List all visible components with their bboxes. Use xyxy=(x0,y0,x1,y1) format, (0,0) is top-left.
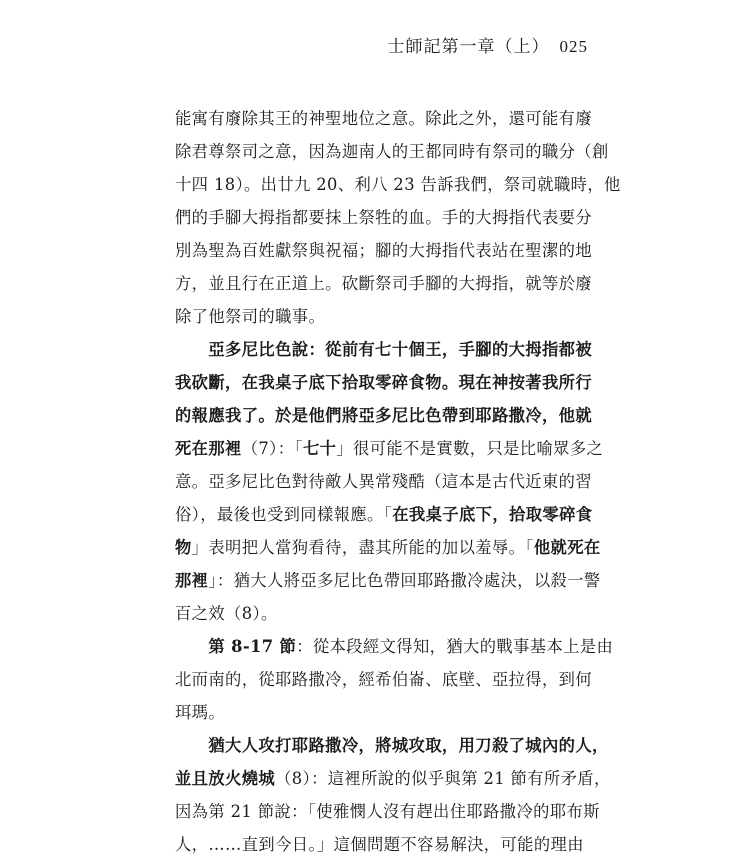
bold-text-run: 第 8-17 節 xyxy=(175,637,297,656)
text-line xyxy=(175,663,593,696)
bold-text-run: 他就死在 xyxy=(533,538,601,557)
bold-text-run: 的報應我了。於是他們將亞多尼比色帶到耶路撒冷，他就 xyxy=(175,406,593,425)
bold-text-run: 我砍斷，在我桌子底下拾取零碎食物。現在神按著我所行 xyxy=(175,373,593,392)
body-text xyxy=(175,102,621,861)
bold-text-run: 七十 xyxy=(302,439,337,458)
text-run: 別為聖為百姓獻祭與祝福；腳的大拇指代表站在聖潔的地 xyxy=(175,241,593,260)
text-line xyxy=(175,234,593,267)
text-line xyxy=(175,267,593,300)
text-line xyxy=(175,630,614,663)
bold-text-run: 那裡 xyxy=(175,571,209,590)
text-line xyxy=(175,729,609,762)
running-header xyxy=(388,32,589,57)
bold-text-run: 死在那裡 xyxy=(175,439,242,458)
text-line xyxy=(175,762,611,795)
bold-text-run: 並且放火燒城 xyxy=(175,769,276,788)
text-run: 俗），最後也受到同樣報應。「 xyxy=(175,505,393,524)
text-run: 」很可能不是實數，只是比喻眾多之 xyxy=(336,439,604,458)
text-line xyxy=(175,531,601,564)
text-run: 方，並且行在正道上。砍斷祭司手腳的大拇指，就等於廢 xyxy=(175,274,593,293)
text-run: （7）：「 xyxy=(241,439,303,458)
page-number: 025 xyxy=(559,37,588,56)
text-line xyxy=(175,168,621,201)
text-line xyxy=(175,135,609,168)
bold-text-run: 亞多尼比色說：從前有七十個王，手腳的大拇指都被 xyxy=(175,340,593,359)
text-run: ：從本段經文得知，猶大的戰事基本上是由 xyxy=(296,637,614,656)
chapter-title: 士師記第一章（上） xyxy=(387,37,550,57)
text-run: 」：猶大人將亞多尼比色帶回耶路撒冷處決，以殺一警 xyxy=(208,571,601,590)
text-run: 珥瑪。 xyxy=(175,703,226,722)
text-line xyxy=(175,102,593,135)
text-line xyxy=(175,597,585,630)
text-run: 十四 18）。出廿九 20、利八 23 告訴我們，祭司就職時，他 xyxy=(175,175,621,194)
text-run: 百之效（8）。 xyxy=(175,604,278,623)
text-run: 因為第 21 節說：「使雅憫人沒有趕出住耶路撒冷的耶布斯 xyxy=(175,802,600,821)
bold-text-run: 物 xyxy=(175,538,192,557)
text-run: （8）：這裡所說的似乎與第 21 節有所矛盾， xyxy=(275,769,611,788)
text-run: 除君尊祭司之意，因為迦南人的王都同時有祭司的職分（創 xyxy=(175,142,609,161)
text-run: 人，……直到今日。」這個問題不容易解決，可能的理由 xyxy=(175,835,584,854)
text-line xyxy=(175,795,600,828)
text-line xyxy=(175,300,585,333)
text-line xyxy=(175,201,593,234)
text-line xyxy=(175,564,601,597)
bold-text-run: 猶大人攻打耶路撒冷，將城攻取，用刀殺了城內的人， xyxy=(175,736,609,755)
text-line xyxy=(175,432,604,465)
text-line xyxy=(175,399,593,432)
text-run: 意。亞多尼比色對待敵人異常殘酷（這本是古代近東的習 xyxy=(175,472,593,491)
text-run: 除了他祭司的職事。 xyxy=(175,307,326,326)
text-line xyxy=(175,333,593,366)
text-line xyxy=(175,828,585,861)
text-line xyxy=(175,498,593,531)
text-run: 們的手腳大拇指都要抹上祭牲的血。手的大拇指代表要分 xyxy=(175,208,593,227)
bold-text-run: 在我桌子底下，拾取零碎食 xyxy=(392,505,593,524)
text-run: 北而南的，從耶路撒冷，經希伯崙、底壁、亞拉得，到何 xyxy=(175,670,593,689)
text-line xyxy=(175,465,593,498)
text-run: 」表明把人當狗看待，盡其所能的加以羞辱。「 xyxy=(191,538,534,557)
text-line xyxy=(175,696,585,729)
text-line xyxy=(175,366,593,399)
text-run: 能寓有廢除其王的神聖地位之意。除此之外，還可能有廢 xyxy=(175,109,593,128)
